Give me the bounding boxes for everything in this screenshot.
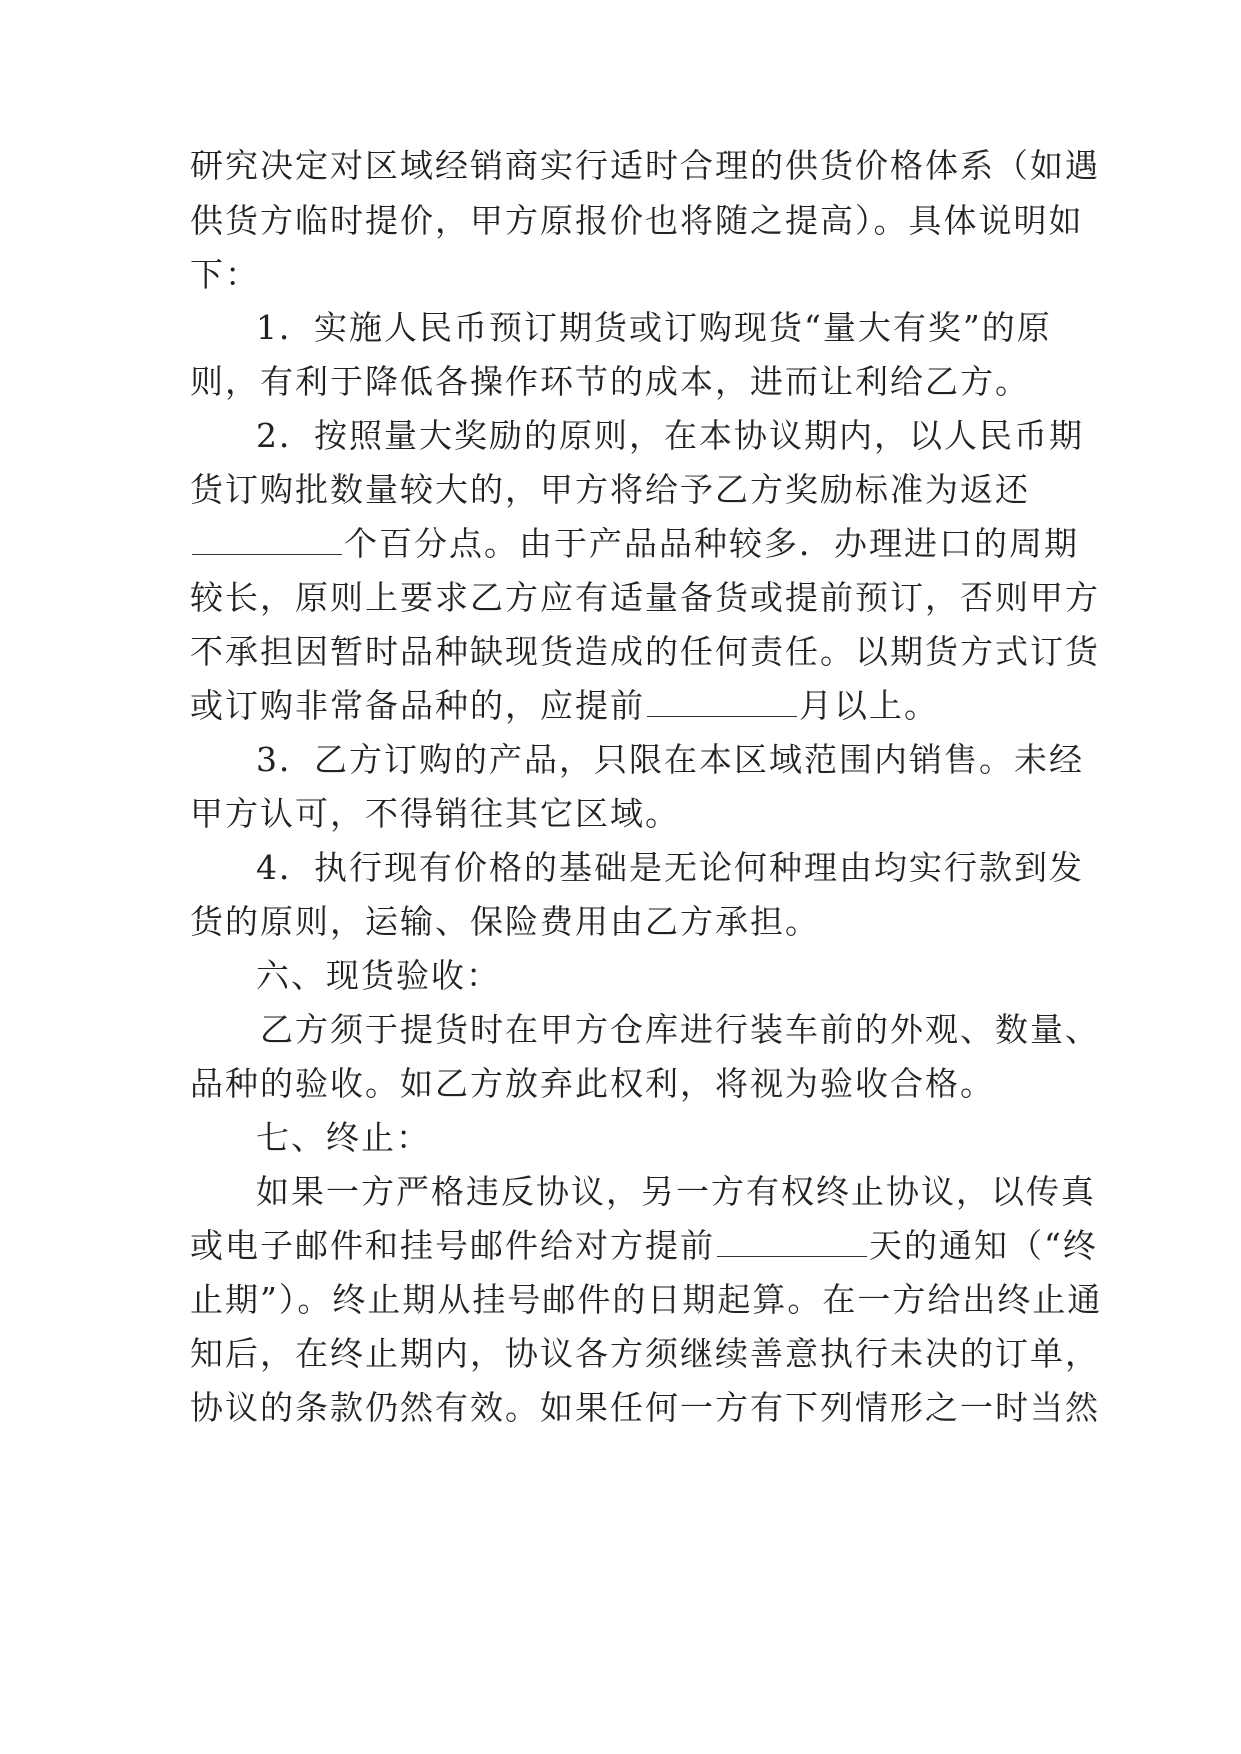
text-line: 研究决定对区域经销商实行适时合理的供货价格体系（如遇 bbox=[190, 146, 1100, 185]
text-line: 不承担因暂时品种缺现货造成的任何责任。以期货方式订货 bbox=[190, 632, 1100, 671]
text-line: 2．按照量大奖励的原则，在本协议期内，以人民币期 bbox=[256, 416, 1084, 455]
text-segment: 天的通知（“终 bbox=[869, 1226, 1098, 1265]
text-segment: 或订购非常备品种的，应提前 bbox=[190, 686, 645, 725]
text-line: 乙方须于提货时在甲方仓库进行装车前的外观、数量、 bbox=[260, 1010, 1100, 1049]
text-line: 货订购批数量较大的，甲方将给予乙方奖励标准为返还 bbox=[190, 470, 1030, 509]
text-line: 3．乙方订购的产品，只限在本区域范围内销售。未经 bbox=[256, 740, 1084, 779]
text-segment: 个百分点。由于产品品种较多．办理进口的周期 bbox=[344, 524, 1079, 563]
fill-in-blank bbox=[192, 526, 342, 555]
text-line-with-blank bbox=[190, 1226, 1098, 1266]
text-line-with-blank bbox=[190, 686, 939, 726]
text-line: 较长，原则上要求乙方应有适量备货或提前预订，否则甲方 bbox=[190, 578, 1100, 617]
text-segment: 月以上。 bbox=[799, 686, 939, 725]
text-line: 4．执行现有价格的基础是无论何种理由均实行款到发 bbox=[256, 848, 1084, 887]
text-line: 品种的验收。如乙方放弃此权利，将视为验收合格。 bbox=[190, 1064, 995, 1103]
fill-in-blank bbox=[647, 688, 797, 717]
text-line: 如果一方严格违反协议，另一方有权终止协议，以传真 bbox=[256, 1172, 1096, 1211]
text-segment: 或电子邮件和挂号邮件给对方提前 bbox=[190, 1226, 715, 1265]
fill-in-blank bbox=[717, 1228, 867, 1257]
text-line: 1．实施人民币预订期货或订购现货“量大有奖”的原 bbox=[256, 308, 1052, 347]
section-heading: 七、终止： bbox=[256, 1118, 431, 1157]
text-line: 知后，在终止期内，协议各方须继续善意执行未决的订单， bbox=[190, 1334, 1100, 1373]
text-line: 止期”）。终止期从挂号邮件的日期起算。在一方给出终止通 bbox=[190, 1280, 1103, 1319]
text-line: 货的原则，运输、保险费用由乙方承担。 bbox=[190, 902, 820, 941]
text-line: 下： bbox=[190, 255, 260, 294]
section-heading: 六、现货验收： bbox=[256, 956, 501, 995]
text-line: 供货方临时提价，甲方原报价也将随之提高）。具体说明如 bbox=[190, 201, 1084, 240]
text-line: 协议的条款仍然有效。如果任何一方有下列情形之一时当然 bbox=[190, 1388, 1100, 1427]
text-line: 甲方认可，不得销往其它区域。 bbox=[190, 794, 680, 833]
text-line-with-blank bbox=[190, 524, 1079, 564]
text-line: 则，有利于降低各操作环节的成本，进而让利给乙方。 bbox=[190, 362, 1030, 401]
